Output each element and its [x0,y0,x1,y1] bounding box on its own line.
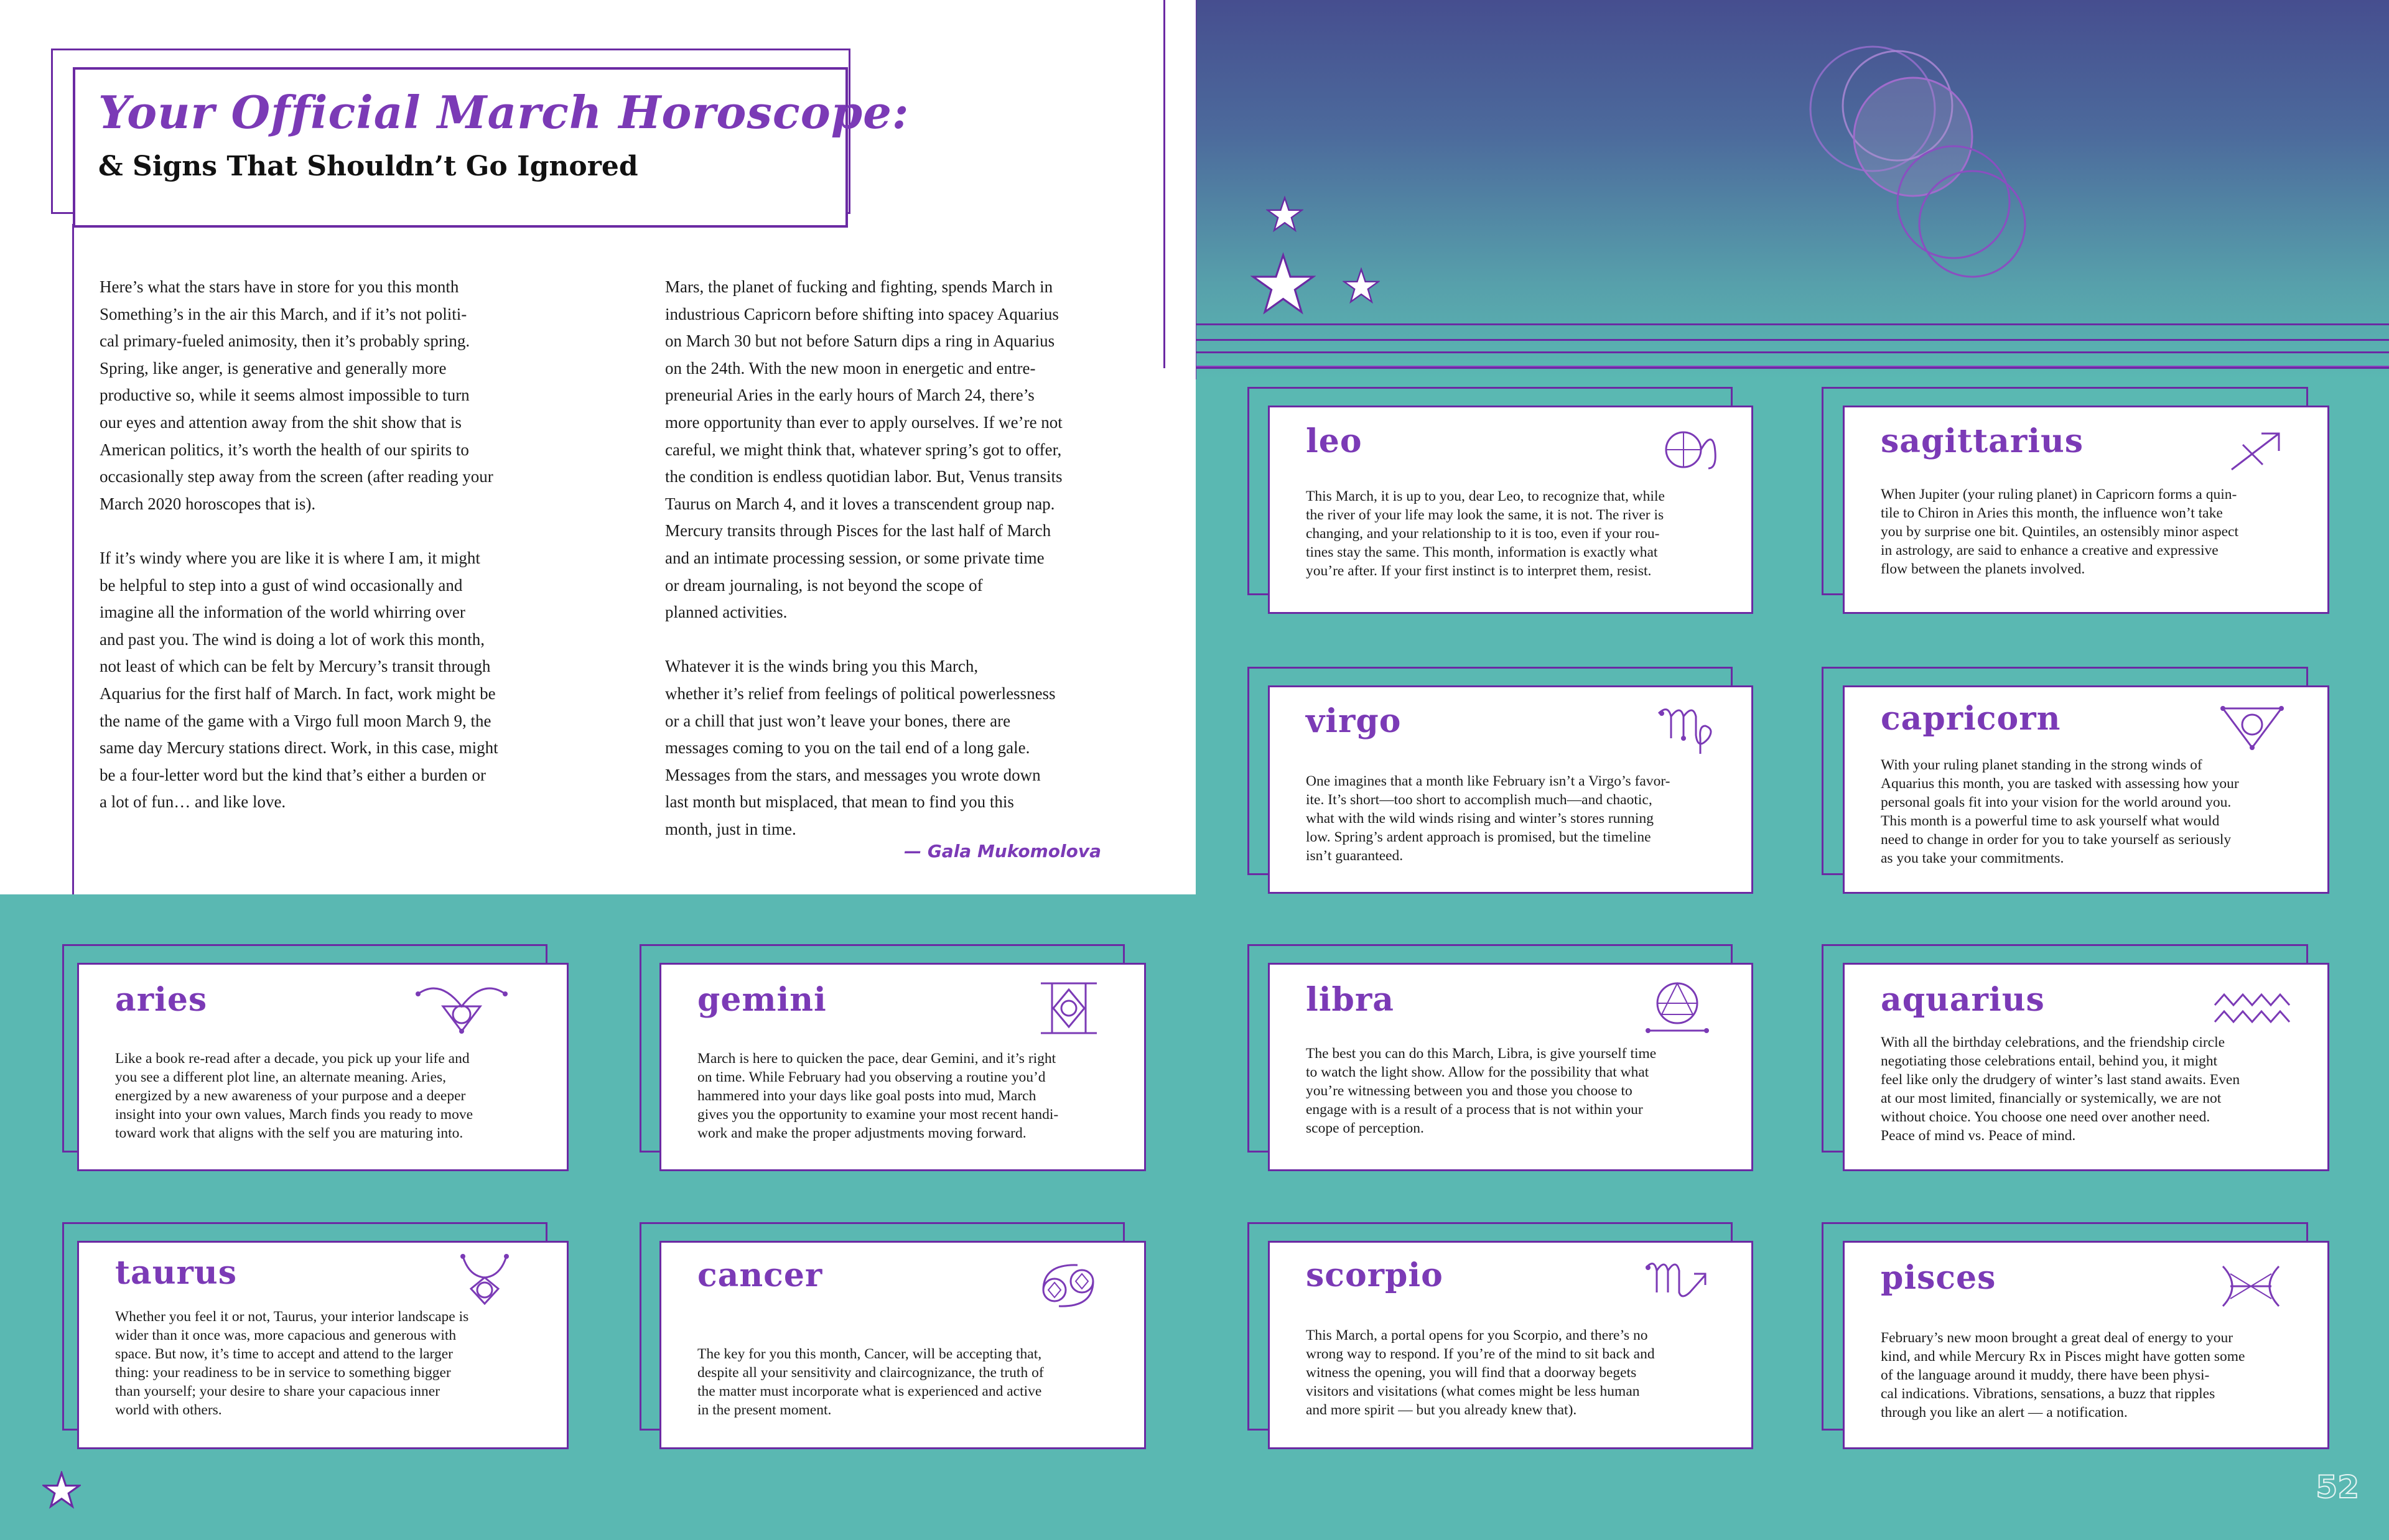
sign-card-cancer [659,1241,1146,1449]
sign-card-pisces [1843,1241,2329,1449]
sign-name: capricorn [1881,700,2061,738]
sign-card-aries [77,963,569,1171]
article-paragraph: Whatever it is the winds bring you this March, whether it’s relief from feelings of political powerlessness or a chill that just won’t leave your bones, there are messages coming to you on the tail end of a long gale. Messages from the stars, and messages you wrote down last month but misplaced, that mean to find you this month, just in time. [665,657,1056,838]
article-paragraph: Mars, the planet of fucking and fighting, spends March in industrious Capricorn before shifting into spacey Aquarius on March 30 but not before Saturn dips a ring in Aquarius on the 24th. With the new moon in energetic and entre- preneurial Aries in the early hours of March 24, there’s more opportunity than ever to apply ourselves. If we’re not careful, we might think that, whatever spring’s got to offer, the condition is endless quotidian labor. But, Venus transits Taurus on March 4, and it loves a transcendent group nap. Mercury transits through Pisces for the last half of March and an intimate processing session, or some private time or dream journaling, is not beyond the scope of planned activities. [665,277,1063,622]
article-column-2 [665,274,1119,870]
sign-text: The key for you this month, Cancer, will be accepting that, despite all your sensitivity and claircognizance, the truth of the matter must incorporate what is experienced and active in the present moment. [697,1346,1044,1418]
sign-text: Whether you feel it or not, Taurus, your interior landscape is wider than it once was, more capacious and generous with space. But now, it’s time to accept and attend to the larger thing: your readiness to be in service to something bigger than yourself; your desire to share your capacious inner world with others. [115,1309,469,1418]
sagittarius-glyph-icon [2224,426,2286,476]
pisces-glyph-icon [2217,1261,2285,1311]
article-subtitle: & Signs That Shouldn’t Go Ignored [98,151,638,182]
sign-text: Like a book re-read after a decade, you pick up your life and you see a different plot line, an alternate meaning. Aries, energized by a new awareness of your purpose and a deeper insight into your own values, March finds you ready to move toward work that aligns with the self you are maturing into. [115,1051,473,1141]
byline: — Gala Mukomolova [904,841,1101,861]
sign-name: sagittarius [1881,422,2084,460]
sign-text: This March, it is up to you, dear Leo, to recognize that, while the river of your life may look the same, it is not. The river is changing, and your relationship to it is too, even if your rou- tines stay the same. This month, information is exactly what you’re after. If your first instinct is to interpret them, resist. [1306,488,1665,579]
sign-card-virgo [1268,685,1753,894]
scorpio-glyph-icon [1643,1255,1711,1305]
sign-card-scorpio [1268,1241,1753,1449]
sign-text: February’s new moon brought a great deal of energy to your kind, and while Mercury Rx in Pisces might have gotten some of the language around it muddy, there have been physi- cal indications. Vibrations, sensations, a buzz that ripples through you like an alert — a notification. [1881,1330,2245,1421]
sign-name: taurus [115,1254,237,1292]
article-column-1 [100,274,554,843]
sign-text: This March, a portal opens for you Scorpio, and there’s no wrong way to respond. If you’re of the mind to sit back and witness the opening, you will find that a doorway begets visitors and visitations (what comes might be less human and more spirit — but you already knew that). [1306,1327,1655,1418]
sign-name: pisces [1881,1259,1996,1297]
sign-card-sagittarius [1843,406,2329,614]
article-paragraph: If it’s windy where you are like it is where I am, it might be helpful to step into a gust of wind occasionally and imagine all the information of the world whirring over and past you. The wind is doing a lot of work this month, not least of which can be felt by Mercury’s transit through Aquarius for the first half of March. In fact, work might be the name of the game with a Virgo full moon March 9, the same day Mercury stations direct. Work, in this case, might be a four-letter word but the kind that’s either a burden or a lot of fun… and like love. [100,548,498,812]
leo-glyph-icon [1662,425,1724,475]
aquarius-glyph-icon [2212,990,2293,1027]
sign-name: leo [1306,422,1362,460]
virgo-glyph-icon [1656,701,1724,757]
sign-text: March is here to quicken the pace, dear Gemini, and it’s right on time. While February had you observing a routine you’d hammered into your days like goal posts into mud, March gives you the opportunity to examine your most recent handi- work and make the proper adjustments moving forward. [697,1051,1059,1141]
article-paragraph: Here’s what the stars have in store for you this month Something’s in the air this March, and if it’s not politi- cal primary-fueled animosity, then it’s probably spring. Spring, like anger, is generative and generally more productive so, while it seems almost impossible to turn our eyes and attention away from the shit show that is American politics, it’s worth the health of our spirits to occasionally step away from the screen (after reading your March 2020 horoscopes that is). [100,277,493,513]
sign-card-aquarius [1843,963,2329,1171]
sign-name: gemini [697,981,827,1019]
page-number: 52 [2316,1469,2359,1505]
libra-glyph-icon [1643,977,1711,1039]
sign-name: libra [1306,981,1394,1019]
star-icon [1266,196,1303,233]
moon-circles-icon [1773,34,2034,295]
gemini-glyph-icon [1035,977,1103,1039]
sign-name: cancer [697,1256,823,1294]
cancer-glyph-icon [1037,1258,1099,1314]
sign-text: One imagines that a month like February isn’t a Virgo’s favor- ite. It’s short—too short to accomplish much—and chaotic, what with the wild winds rising and winter’s stores running low. Spring’s ardent approach is promised, but the timeline isn’t guaranteed. [1306,773,1670,864]
sign-name: aquarius [1881,981,2045,1019]
sign-name: aries [115,981,208,1019]
sign-card-leo [1268,406,1753,614]
sign-text: When Jupiter (your ruling planet) in Capricorn forms a quin- tile to Chiron in Aries this month, the influence won’t take you by surprise one bit. Quintiles, an ostensibly minor aspect in astrology, are said to enhance a creative and expressive flow between the planets involved. [1881,486,2239,577]
sign-card-taurus [77,1241,569,1449]
sign-text: With all the birthday celebrations, and the friendship circle negotiating those celebrations entail, behind you, it might feel like only the drudgery of winter’s last stand awaits. Even at our most limited, financially or systemically, we are not without choice. You choose one need over another need. Peace of mind vs. Peace of mind. [1881,1034,2240,1144]
aries-glyph-icon [415,978,508,1041]
capricorn-glyph-icon [2218,701,2286,757]
star-icon [1343,267,1380,305]
sign-name: virgo [1306,702,1402,740]
star-icon [1250,252,1316,317]
sign-card-libra [1268,963,1753,1171]
sign-text: With your ruling planet standing in the strong winds of Aquarius this month, you are tasked with assessing how your personal goals fit into your vision for the world around you. This month is a powerful time to ask yourself what would need to change in order for you to take yourself as seriously as you take your commitments. [1881,757,2239,866]
sign-name: scorpio [1306,1256,1443,1294]
sign-card-gemini [659,963,1146,1171]
sign-card-capricorn [1843,685,2329,894]
article-title: Your Official March Horoscope: [98,86,910,139]
sign-text: The best you can do this March, Libra, is give yourself time to watch the light show. Allow for the possibility that what you’re witnessing between you and those you choose to engage with is a result of a process that is not within your scope of perception. [1306,1046,1657,1136]
taurus-glyph-icon [460,1251,510,1307]
star-icon [42,1471,81,1510]
